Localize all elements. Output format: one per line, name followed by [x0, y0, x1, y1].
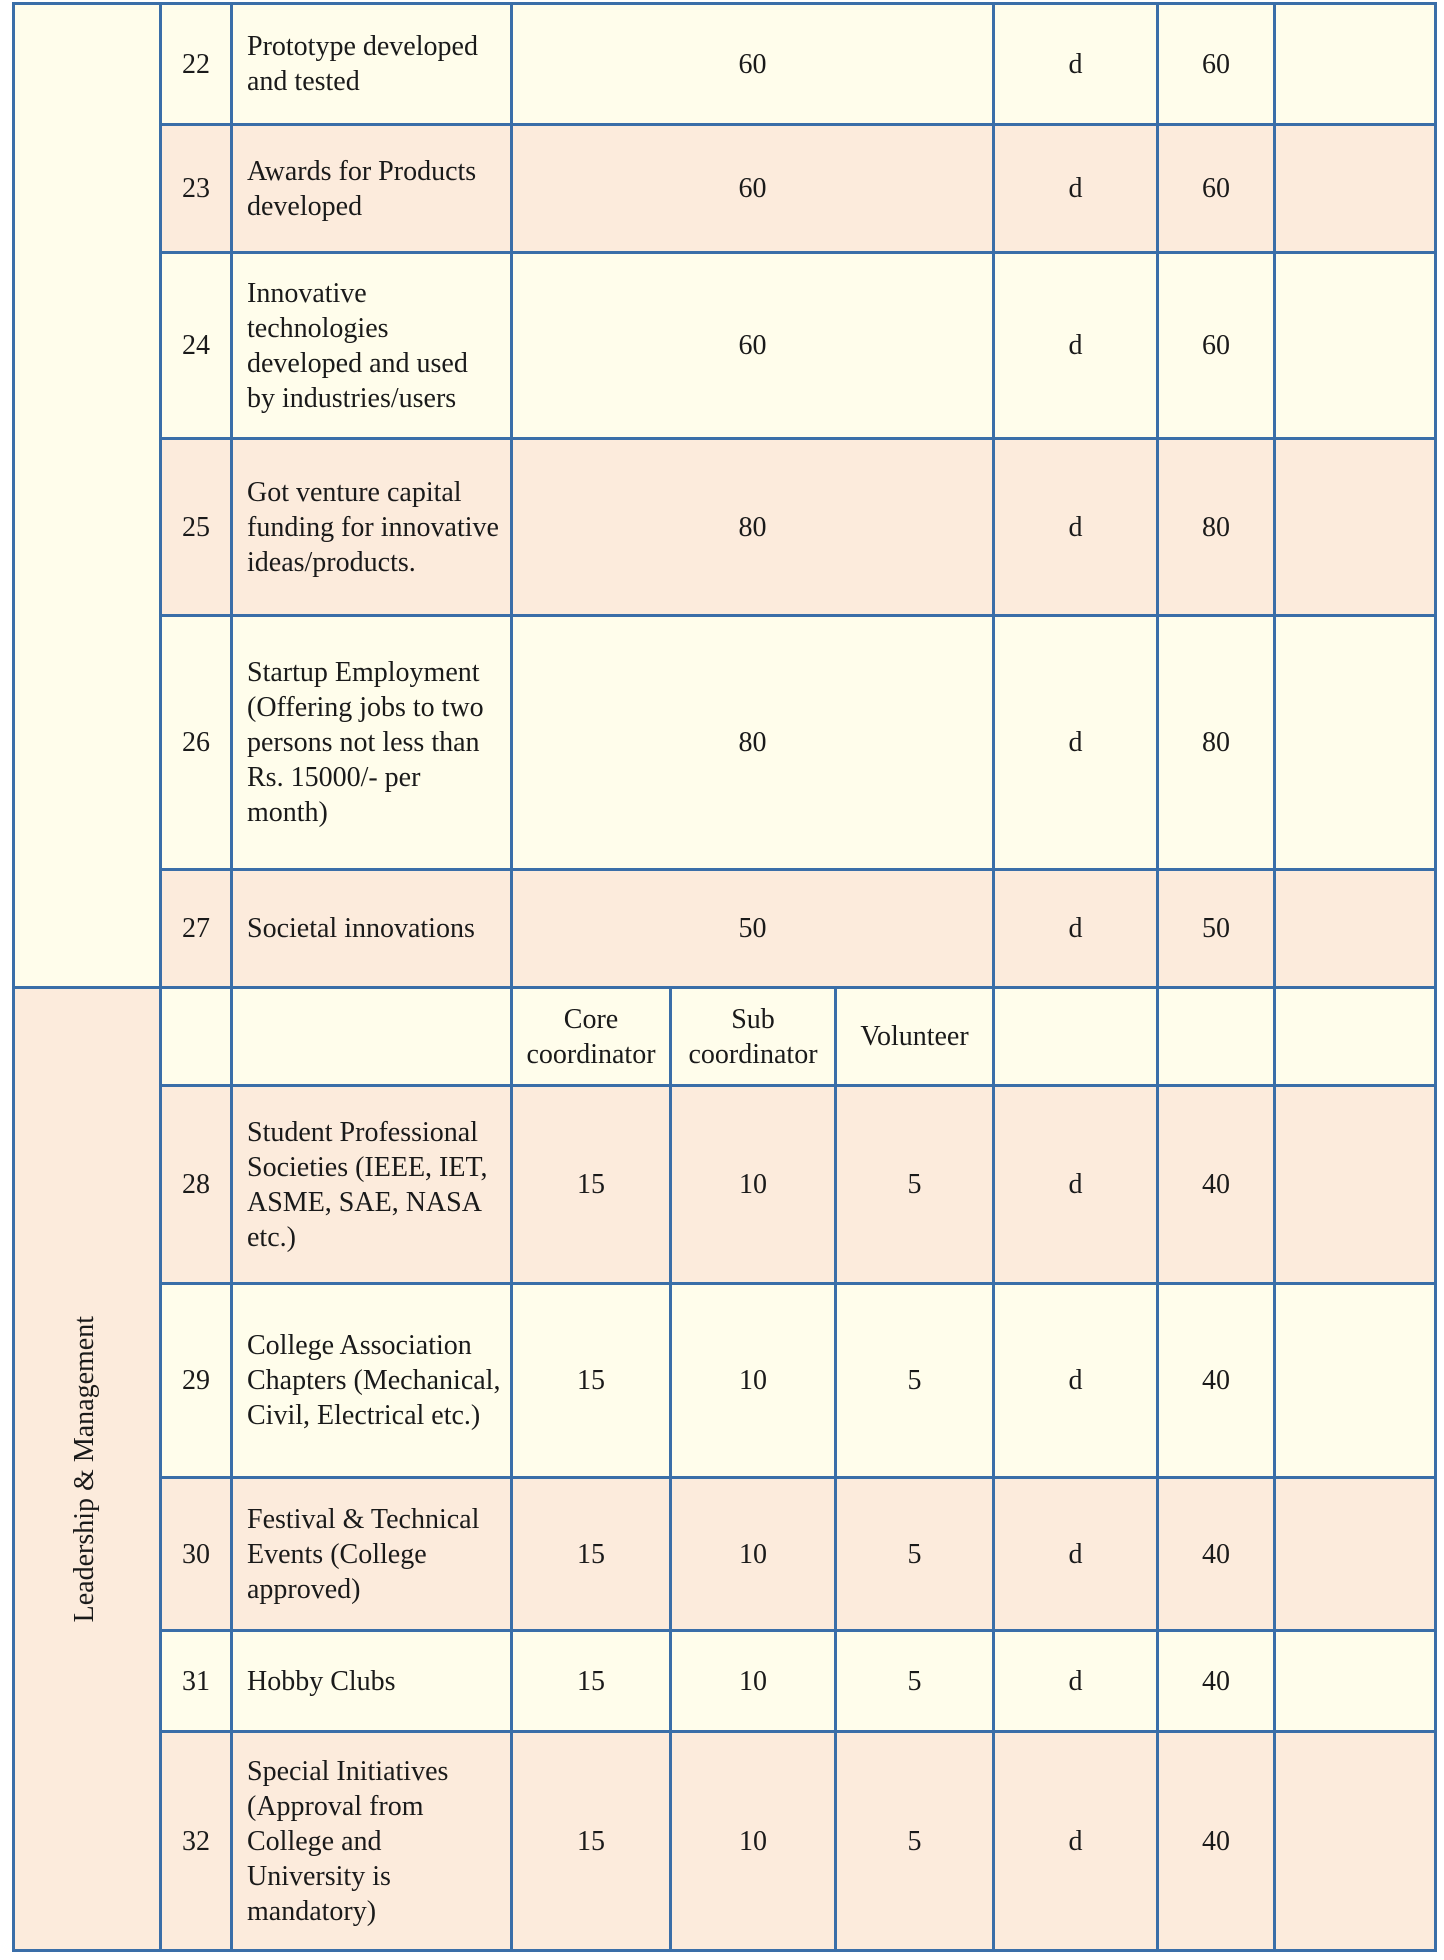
volunteer-points: 5	[836, 1086, 994, 1284]
level-value: d	[994, 253, 1158, 439]
points-value: 60	[512, 4, 994, 125]
remarks-cell	[1275, 616, 1436, 870]
empty-cell	[232, 988, 512, 1086]
volunteer-points: 5	[836, 1284, 994, 1478]
table-row	[14, 439, 1436, 616]
max-points-value: 40	[1158, 1284, 1275, 1478]
level-value: d	[994, 4, 1158, 125]
activity-name: Student Professional Societies (IEEE, IET, ASME, SAE, NASA etc.)	[232, 1086, 512, 1284]
table-row	[14, 616, 1436, 870]
volunteer-header: Volunteer	[836, 988, 994, 1086]
sub-coordinator-points: 10	[671, 1732, 836, 1951]
table-row	[14, 4, 1436, 125]
table-row	[14, 253, 1436, 439]
row-number: 31	[161, 1631, 232, 1732]
core-coordinator-points: 15	[512, 1478, 671, 1631]
table-row	[14, 1631, 1436, 1732]
sub-coordinator-points: 10	[671, 1086, 836, 1284]
activity-name: Prototype developed and tested	[232, 4, 512, 125]
max-points-value: 40	[1158, 1478, 1275, 1631]
level-value: d	[994, 1631, 1158, 1732]
remarks-cell	[1275, 1284, 1436, 1478]
row-number: 32	[161, 1732, 232, 1951]
table-row	[14, 1086, 1436, 1284]
remarks-cell	[1275, 253, 1436, 439]
max-points-value: 80	[1158, 439, 1275, 616]
core-coordinator-points: 15	[512, 1631, 671, 1732]
row-number: 30	[161, 1478, 232, 1631]
points-value: 60	[512, 253, 994, 439]
remarks-cell	[1275, 439, 1436, 616]
table-row	[14, 1478, 1436, 1631]
empty-cell	[994, 988, 1158, 1086]
row-number: 22	[161, 4, 232, 125]
table-row	[14, 1732, 1436, 1951]
activity-name: Festival & Technical Events (College approved)	[232, 1478, 512, 1631]
max-points-value: 50	[1158, 870, 1275, 988]
table-row	[14, 125, 1436, 253]
remarks-cell	[1275, 4, 1436, 125]
points-value: 60	[512, 125, 994, 253]
max-points-value: 40	[1158, 1086, 1275, 1284]
activity-name: Societal innovations	[232, 870, 512, 988]
core-coordinator-points: 15	[512, 1086, 671, 1284]
max-points-value: 60	[1158, 4, 1275, 125]
activity-name: Special Initiatives (Approval from College and University is mandatory)	[232, 1732, 512, 1951]
max-points-value: 60	[1158, 253, 1275, 439]
row-number: 25	[161, 439, 232, 616]
activity-name: Hobby Clubs	[232, 1631, 512, 1732]
level-value: d	[994, 1284, 1158, 1478]
subheader-row	[14, 988, 1436, 1086]
points-value: 50	[512, 870, 994, 988]
category-label: Leadership & Management	[69, 1315, 100, 1623]
sub-coordinator-header: Sub coordinator	[671, 988, 836, 1086]
points-value: 80	[512, 439, 994, 616]
category-cell-blank	[14, 4, 161, 988]
table-row	[14, 870, 1436, 988]
level-value: d	[994, 870, 1158, 988]
activity-name: College Association Chapters (Mechanical, Civil, Electrical etc.)	[232, 1284, 512, 1478]
max-points-value: 40	[1158, 1732, 1275, 1951]
activity-name: Innovative technologies developed and used by industries/users	[232, 253, 512, 439]
core-coordinator-points: 15	[512, 1284, 671, 1478]
activity-name: Awards for Products developed	[232, 125, 512, 253]
remarks-cell	[1275, 1732, 1436, 1951]
row-number: 28	[161, 1086, 232, 1284]
level-value: d	[994, 1732, 1158, 1951]
volunteer-points: 5	[836, 1631, 994, 1732]
remarks-cell	[1275, 125, 1436, 253]
remarks-cell	[1275, 870, 1436, 988]
core-coordinator-header: Core coordinator	[512, 988, 671, 1086]
activity-points-table	[12, 2, 1437, 1952]
row-number: 29	[161, 1284, 232, 1478]
level-value: d	[994, 1086, 1158, 1284]
row-number: 23	[161, 125, 232, 253]
volunteer-points: 5	[836, 1478, 994, 1631]
row-number: 24	[161, 253, 232, 439]
max-points-value: 80	[1158, 616, 1275, 870]
remarks-cell	[1275, 1631, 1436, 1732]
empty-cell	[1275, 988, 1436, 1086]
table-row	[14, 1284, 1436, 1478]
sub-coordinator-points: 10	[671, 1478, 836, 1631]
activity-name: Got venture capital funding for innovative ideas/products.	[232, 439, 512, 616]
activity-name: Startup Employment (Offering jobs to two persons not less than Rs. 15000/- per month)	[232, 616, 512, 870]
core-coordinator-points: 15	[512, 1732, 671, 1951]
max-points-value: 40	[1158, 1631, 1275, 1732]
category-cell-leadership	[14, 988, 161, 1951]
empty-cell	[161, 988, 232, 1086]
sub-coordinator-points: 10	[671, 1631, 836, 1732]
sub-coordinator-points: 10	[671, 1284, 836, 1478]
row-number: 27	[161, 870, 232, 988]
level-value: d	[994, 439, 1158, 616]
points-value: 80	[512, 616, 994, 870]
level-value: d	[994, 616, 1158, 870]
remarks-cell	[1275, 1478, 1436, 1631]
level-value: d	[994, 125, 1158, 253]
remarks-cell	[1275, 1086, 1436, 1284]
volunteer-points: 5	[836, 1732, 994, 1951]
max-points-value: 60	[1158, 125, 1275, 253]
empty-cell	[1158, 988, 1275, 1086]
level-value: d	[994, 1478, 1158, 1631]
row-number: 26	[161, 616, 232, 870]
